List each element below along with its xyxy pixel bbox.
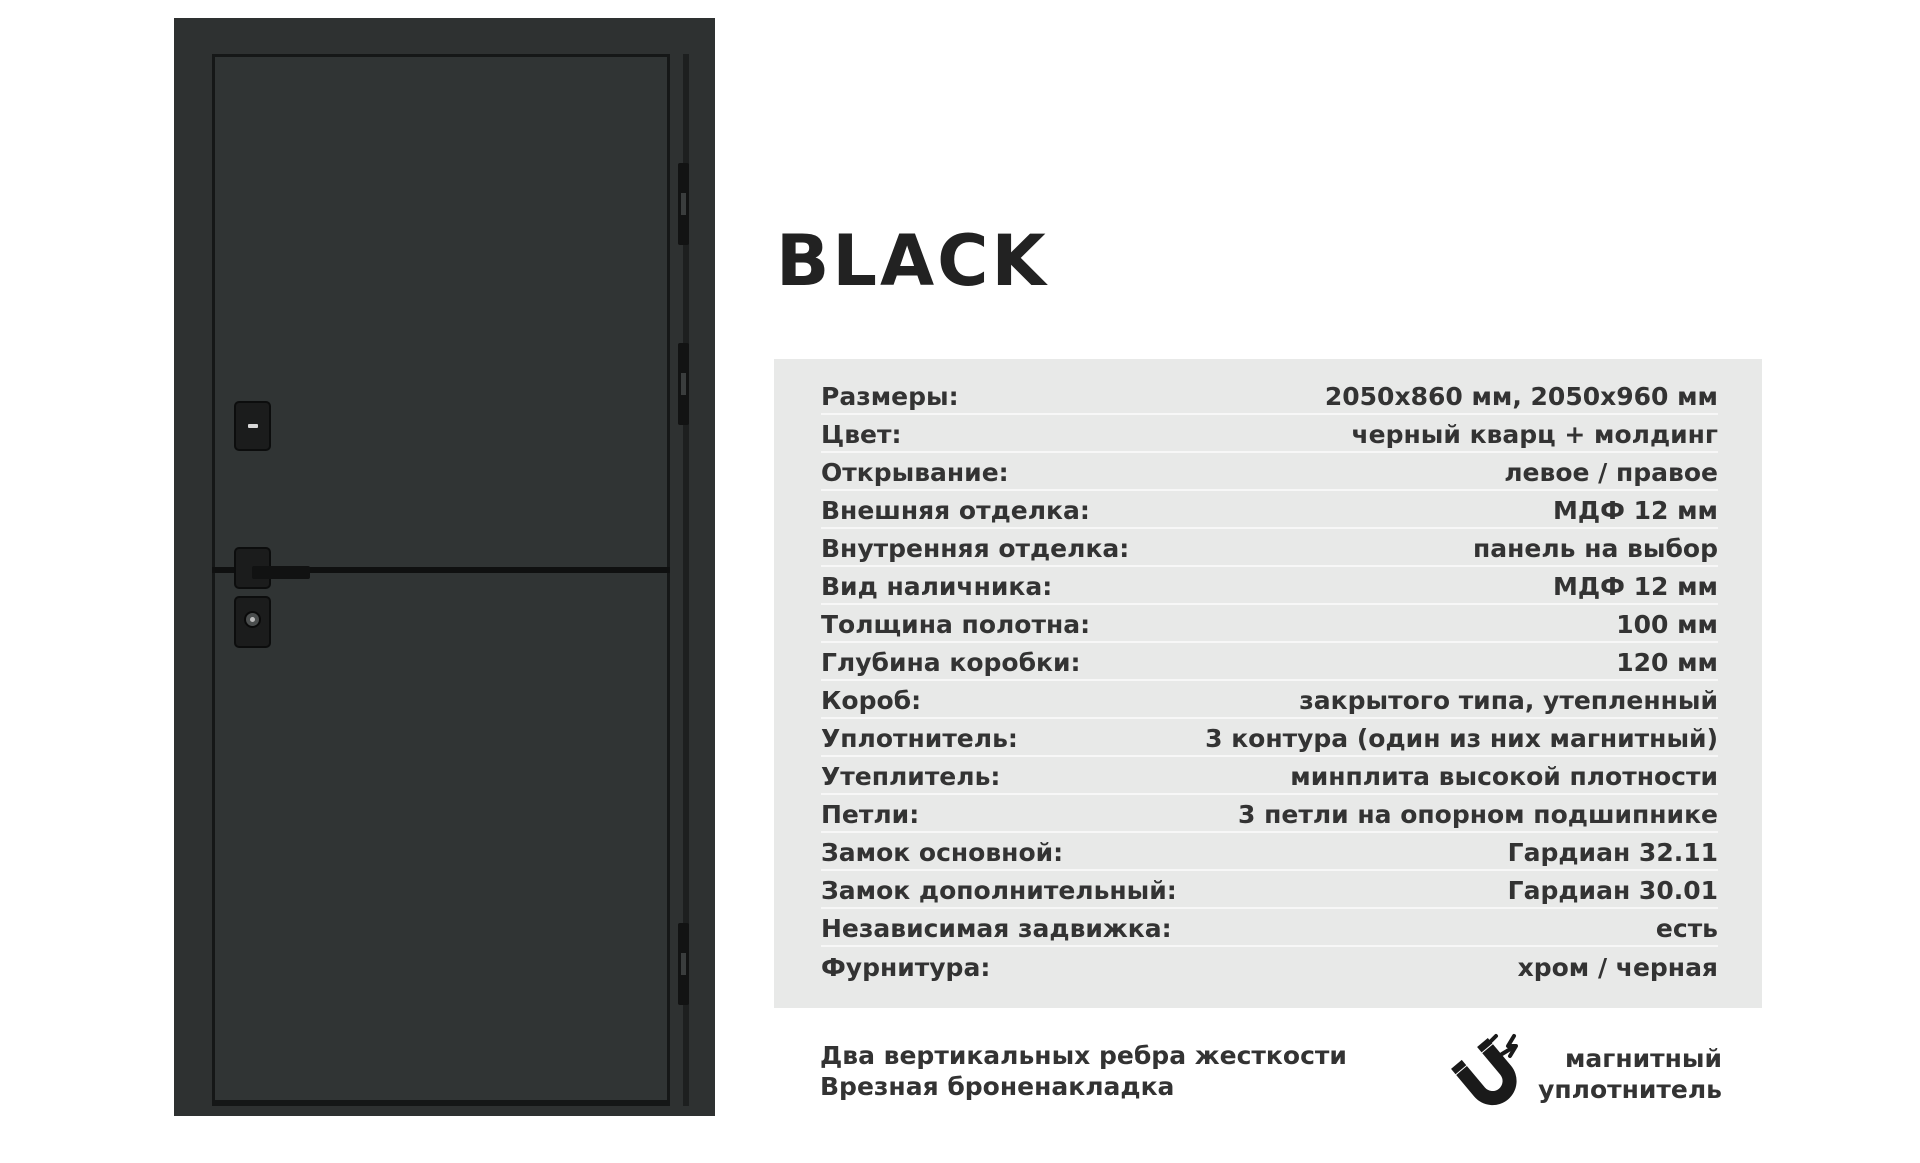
door-leaf — [212, 54, 670, 1106]
magnet-caption — [1530, 1043, 1722, 1105]
feature-item: Врезная броненакладка — [820, 1072, 1175, 1101]
spec-row — [821, 493, 1718, 529]
spec-row — [821, 645, 1718, 681]
spec-value: МДФ 12 мм — [1552, 571, 1718, 601]
spec-value: МДФ 12 мм — [1552, 495, 1718, 525]
spec-label: Открывание: — [821, 457, 1009, 487]
spec-value: хром / черная — [1517, 952, 1718, 982]
spec-value: 2050x860 мм, 2050x960 мм — [1324, 381, 1718, 411]
door-image — [174, 18, 715, 1116]
spec-label: Замок дополнительный: — [821, 875, 1177, 905]
spec-label: Короб: — [821, 685, 922, 715]
cylinder-icon — [244, 611, 261, 628]
spec-value: панель на выбор — [1473, 533, 1718, 563]
spec-label: Утеплитель: — [821, 761, 1001, 791]
spec-value: Гардиан 32.11 — [1507, 837, 1718, 867]
spec-row — [821, 873, 1718, 909]
spec-label: Замок основной: — [821, 837, 1064, 867]
hinge-middle — [678, 343, 689, 425]
spec-label: Фурнитура: — [821, 952, 991, 982]
spec-value: закрытого типа, утепленный — [1299, 685, 1718, 715]
spec-value: 3 петли на опорном подшипнике — [1238, 799, 1718, 829]
spec-label: Внутренняя отделка: — [821, 533, 1130, 563]
spec-value: есть — [1655, 913, 1718, 943]
spec-row — [821, 417, 1718, 453]
spec-label: Цвет: — [821, 419, 902, 449]
spec-value: 3 контура (один из них магнитный) — [1205, 723, 1718, 753]
spec-value: минплита высокой плотности — [1290, 761, 1718, 791]
spec-row — [821, 569, 1718, 605]
magnet-caption-line2: уплотнитель — [1538, 1075, 1722, 1104]
spec-row — [821, 835, 1718, 871]
spec-row — [821, 531, 1718, 567]
spec-label: Независимая задвижка: — [821, 913, 1172, 943]
spec-row — [821, 759, 1718, 795]
hinge-top — [678, 163, 689, 245]
door-handle — [252, 566, 310, 579]
feature-list — [820, 1040, 1347, 1102]
product-title: BLACK — [776, 220, 1049, 302]
spec-row — [821, 683, 1718, 719]
spec-label: Глубина коробки: — [821, 647, 1081, 677]
spec-row — [821, 721, 1718, 757]
spec-label: Внешняя отделка: — [821, 495, 1090, 525]
spec-row — [821, 455, 1718, 491]
magnet-caption-line1: магнитный — [1564, 1044, 1722, 1073]
feature-item: Два вертикальных ребра жесткости — [820, 1041, 1347, 1070]
spec-label: Толщина полотна: — [821, 609, 1091, 639]
spec-row — [821, 607, 1718, 643]
spec-value: 120 мм — [1616, 647, 1718, 677]
spec-value: Гардиан 30.01 — [1507, 875, 1718, 905]
spec-label: Вид наличника: — [821, 571, 1053, 601]
spec-value: левое / правое — [1504, 457, 1718, 487]
lock-cylinder — [234, 596, 271, 648]
spec-row — [821, 949, 1718, 985]
spec-value: черный кварц + молдинг — [1351, 419, 1718, 449]
spec-label: Петли: — [821, 799, 920, 829]
spec-value: 100 мм — [1616, 609, 1718, 639]
spec-row — [821, 911, 1718, 947]
hinge-bottom — [678, 923, 689, 1005]
spec-label: Уплотнитель: — [821, 723, 1018, 753]
spec-table — [774, 359, 1762, 1008]
spec-row — [821, 379, 1718, 415]
magnet-icon — [1444, 1032, 1536, 1124]
upper-lock-pad — [234, 401, 271, 451]
spec-label: Размеры: — [821, 381, 959, 411]
key-slot-icon — [248, 424, 258, 428]
spec-row — [821, 797, 1718, 833]
